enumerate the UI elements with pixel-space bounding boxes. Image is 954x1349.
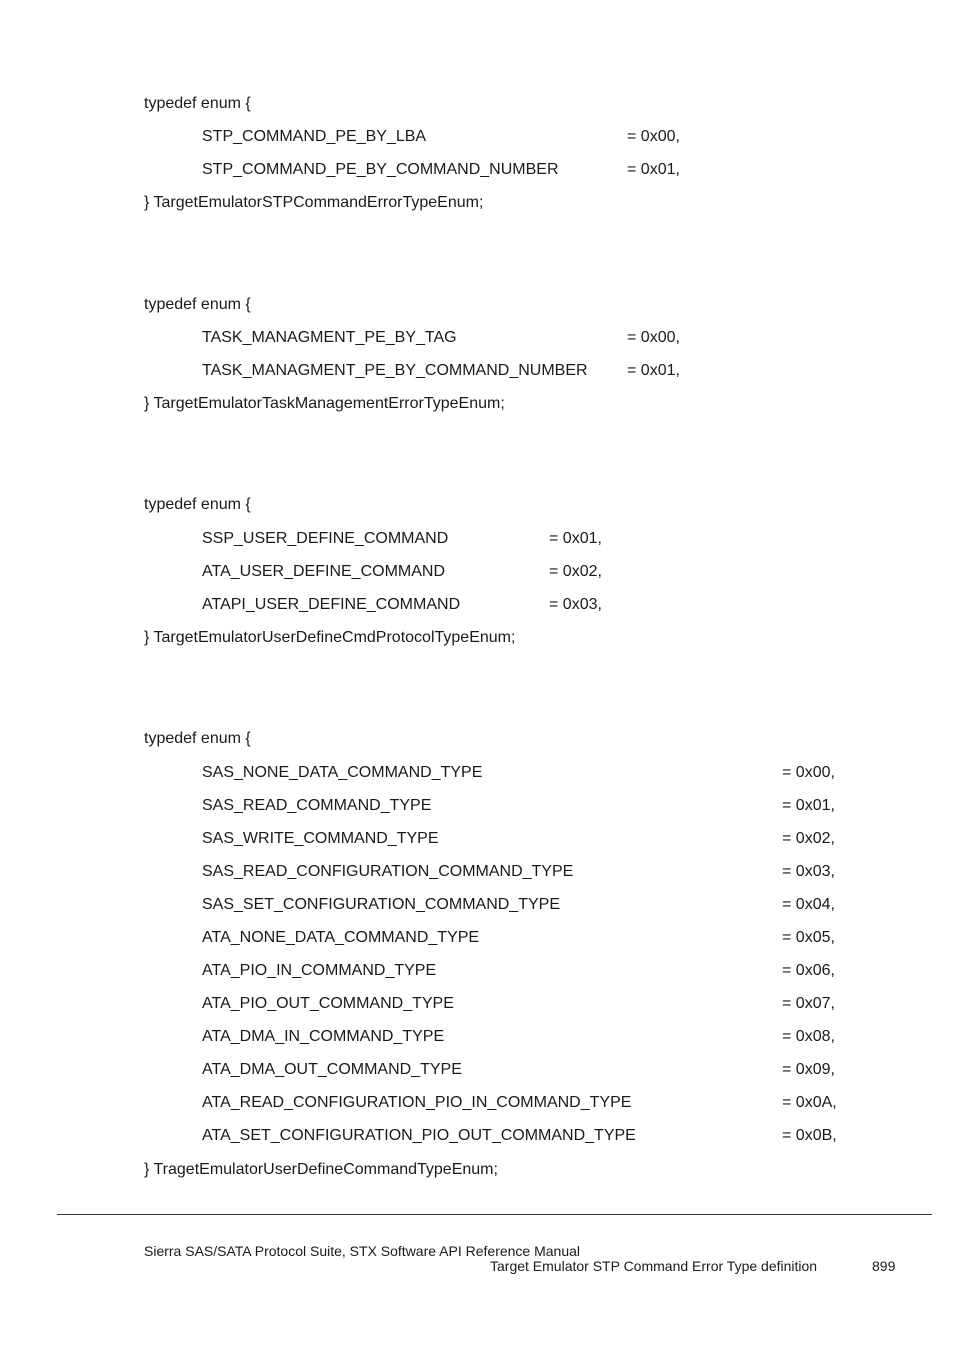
enum-entry-value: = 0x02, [782,830,835,847]
enum-entry-name: ATA_DMA_OUT_COMMAND_TYPE [202,1061,462,1078]
typedef-open: typedef enum { [144,496,251,513]
enum-entry-value: = 0x01, [782,797,835,814]
enum-entry-name: SAS_READ_COMMAND_TYPE [202,797,432,814]
enum-entry-value: = 0x00, [782,764,835,781]
enum-entry-value: = 0x09, [782,1061,835,1078]
enum-entry-value: = 0x00, [627,329,680,346]
enum-entry-name: ATA_DMA_IN_COMMAND_TYPE [202,1028,445,1045]
typedef-open: typedef enum { [144,730,251,747]
footer-divider [57,1214,932,1215]
enum-entry-value: = 0x03, [549,596,602,613]
enum-entry-name: ATA_USER_DEFINE_COMMAND [202,563,445,580]
enum-entry-value: = 0x08, [782,1028,835,1045]
enum-entry-value: = 0x06, [782,962,835,979]
enum-entry-value: = 0x01, [627,362,680,379]
footer-page-number: 899 [872,1258,896,1274]
footer-manual-title: Sierra SAS/SATA Protocol Suite, STX Software API Reference Manual [144,1243,581,1259]
typedef-close: } TargetEmulatorTaskManagementErrorTypeEnum; [144,395,505,412]
enum-entry-value: = 0x01, [549,530,602,547]
enum-entry-name: ATA_SET_CONFIGURATION_PIO_OUT_COMMAND_TYPE [202,1127,636,1144]
typedef-close: } TargetEmulatorSTPCommandErrorTypeEnum; [144,194,484,211]
enum-entry-name: TASK_MANAGMENT_PE_BY_COMMAND_NUMBER [202,362,588,379]
enum-entry-name: ATA_PIO_OUT_COMMAND_TYPE [202,995,454,1012]
typedef-close: } TragetEmulatorUserDefineCommandTypeEnum; [144,1161,498,1178]
enum-entry-name: ATA_READ_CONFIGURATION_PIO_IN_COMMAND_TYPE [202,1094,632,1111]
enum-entry-name: SAS_WRITE_COMMAND_TYPE [202,830,439,847]
enum-entry-name: TASK_MANAGMENT_PE_BY_TAG [202,329,457,346]
enum-entry-value: = 0x03, [782,863,835,880]
enum-entry-name: ATA_PIO_IN_COMMAND_TYPE [202,962,437,979]
enum-entry-name: SAS_NONE_DATA_COMMAND_TYPE [202,764,483,781]
footer-section-title: Target Emulator STP Command Error Type definition [490,1258,818,1274]
enum-entry-name: STP_COMMAND_PE_BY_LBA [202,128,427,145]
enum-entry-name: SSP_USER_DEFINE_COMMAND [202,530,449,547]
enum-entry-value: = 0x05, [782,929,835,946]
typedef-open: typedef enum { [144,95,251,112]
enum-entry-value: = 0x07, [782,995,835,1012]
typedef-open: typedef enum { [144,296,251,313]
typedef-close: } TargetEmulatorUserDefineCmdProtocolTypeEnum; [144,629,516,646]
enum-entry-name: SAS_SET_CONFIGURATION_COMMAND_TYPE [202,896,560,913]
enum-entry-value: = 0x0B, [782,1127,837,1144]
enum-entry-name: STP_COMMAND_PE_BY_COMMAND_NUMBER [202,161,559,178]
enum-entry-value: = 0x0A, [782,1094,837,1111]
enum-entry-value: = 0x00, [627,128,680,145]
enum-entry-value: = 0x04, [782,896,835,913]
enum-entry-value: = 0x02, [549,563,602,580]
enum-entry-name: ATAPI_USER_DEFINE_COMMAND [202,596,461,613]
enum-entry-name: ATA_NONE_DATA_COMMAND_TYPE [202,929,480,946]
enum-entry-value: = 0x01, [627,161,680,178]
enum-entry-name: SAS_READ_CONFIGURATION_COMMAND_TYPE [202,863,574,880]
